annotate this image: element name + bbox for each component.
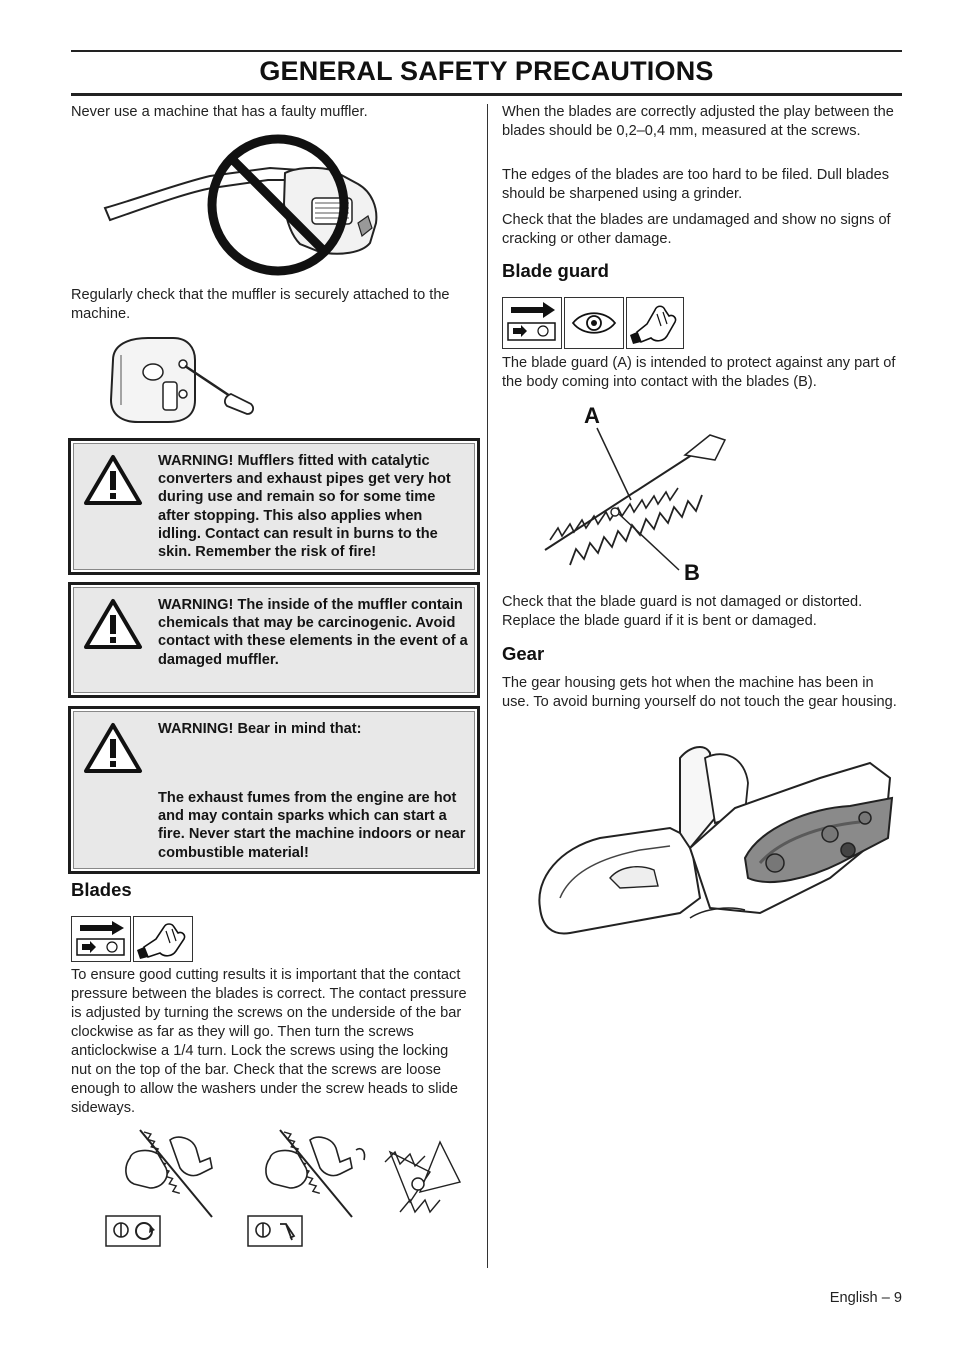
muffler-check-text: Regularly check that the muffler is securely attached to the machine. (71, 287, 450, 322)
top-rule (71, 50, 902, 52)
blade-guard-check-text: Check that the blade guard is not damaged or distorted. Replace the blade guard if it is bent or damaged. (502, 594, 863, 629)
gear-heading: Gear (502, 643, 545, 664)
warning-text-exhaust: The exhaust fumes from the engine are hot and may contain sparks which can start a fire. Never start the machine indoors or near combustible material! (158, 790, 466, 861)
protective-glove-icon (134, 917, 191, 960)
blade-edges-text: The edges of the blades are too hard to be filed. Dull blades should be sharpened using a grinder. (502, 167, 889, 202)
eye-protection-icon (565, 298, 622, 347)
blade-damage-text: Check that the blades are undamaged and show no signs of cracking or other damage. (502, 212, 891, 247)
warning-box-catalytic (68, 438, 480, 575)
blade-guard-illustration (535, 400, 735, 590)
faulty-muffler-illustration (100, 128, 390, 283)
gear-housing-illustration (530, 738, 900, 938)
protective-glove-icon (627, 298, 682, 347)
warning-text-catalytic: WARNING! Mufflers fitted with catalytic converters and exhaust pipes get very hot during use and remain so for some time after stopping. This also applies when idling. Contact can result in burns to the skin. Remember the risk of fire! (158, 453, 451, 561)
muffler-faulty-text: Never use a machine that has a faulty muffler. (71, 104, 368, 120)
muffler-screwdriver-illustration (103, 330, 263, 430)
blades-text: To ensure good cutting results it is important that the contact pressure between the blades is correct. The contact pressure is adjusted by turning the screws on the underside of the bar clockwise as far as they will go. Then turn the screws anticlockwise a 1/4 turn. Lock the screws using the locking nut on the top of the bar. Check that the screws are loose enough to allow the washers under the screw heads to slide sideways. (71, 967, 467, 1116)
blade-guard-text: The blade guard (A) is intended to protect against any part of the body coming into contact with the blades (B). (502, 355, 896, 390)
page-footer: English – 9 (829, 1290, 902, 1306)
warning-triangle-icon (83, 453, 143, 507)
warning-box-carcinogenic (68, 582, 480, 698)
blade-guard-heading: Blade guard (502, 260, 609, 281)
warning-text-carcinogenic: WARNING! The inside of the muffler contain chemicals that may be carcinogenic. Avoid contact with these elements in the event of a damaged muffler. (158, 597, 468, 668)
blade-play-text: When the blades are correctly adjusted the play between the blades should be 0,2–0,4 mm, measured at the screws. (502, 104, 894, 139)
page-title: GENERAL SAFETY PRECAUTIONS (259, 56, 714, 86)
protective-glove-icon-box (626, 297, 684, 349)
warning-triangle-icon (83, 597, 143, 651)
eye-protection-icon-box (564, 297, 624, 349)
stop-switch-icon (503, 298, 560, 347)
title-underline (71, 93, 902, 96)
protective-glove-icon-box (133, 916, 193, 962)
column-divider (487, 104, 488, 1268)
warning-box-exhaust (68, 706, 480, 874)
stop-switch-icon-box (502, 297, 562, 349)
blades-heading: Blades (71, 879, 132, 900)
stop-switch-icon (72, 917, 129, 960)
warning-heading-exhaust: WARNING! Bear in mind that: (158, 721, 362, 737)
warning-triangle-icon (83, 721, 143, 775)
stop-switch-icon-box (71, 916, 131, 962)
blade-adjustment-illustration (100, 1122, 470, 1250)
label-b: B (684, 560, 700, 585)
gear-text: The gear housing gets hot when the machine has been in use. To avoid burning yourself do not touch the gear housing. (502, 675, 897, 710)
label-a: A (584, 403, 600, 428)
